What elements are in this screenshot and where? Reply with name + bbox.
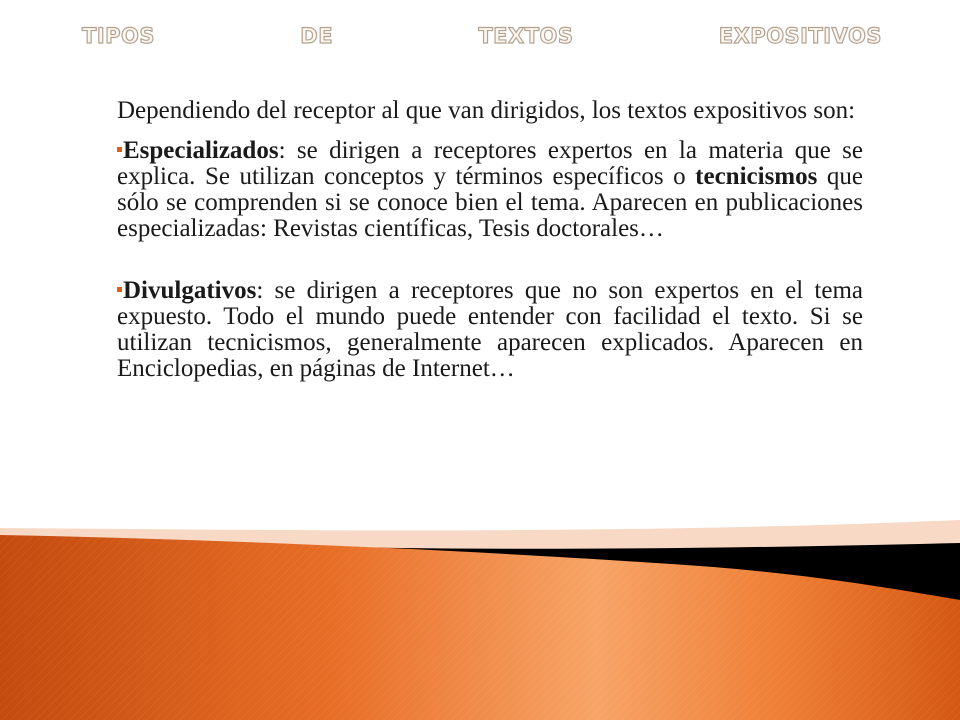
title-word: TIPOS (82, 24, 156, 48)
term-especializados: Especializados (123, 137, 279, 164)
term-divulgativos: Divulgativos (123, 277, 257, 304)
item-text: que sólo se comprenden si se conoce bien el tema. Aparecen en publicaciones especializadas: Revistas científicas, Tesis doctorales… (117, 163, 863, 242)
title-word: TEXTOS (478, 24, 574, 48)
title-word: DE (300, 24, 334, 48)
item-text: : se dirigen a receptores que no son expertos en el tema expuesto. Todo el mundo puede entender con facilidad el texto. Si se utilizan tecnicismos, generalmente aparecen explicados. Aparecen en Enciclopedias, en páginas de Internet… (117, 277, 863, 382)
title-word: EXPOSITIVOS (718, 24, 882, 48)
intro-paragraph: Dependiendo del receptor al que van dirigidos, los textos expositivos son: (117, 97, 856, 124)
item-text: : se dirigen a receptores expertos en la materia que se explica. Se utilizan conceptos y términos específicos o (117, 137, 863, 190)
term-tecnicismos: tecnicismos (695, 163, 818, 190)
